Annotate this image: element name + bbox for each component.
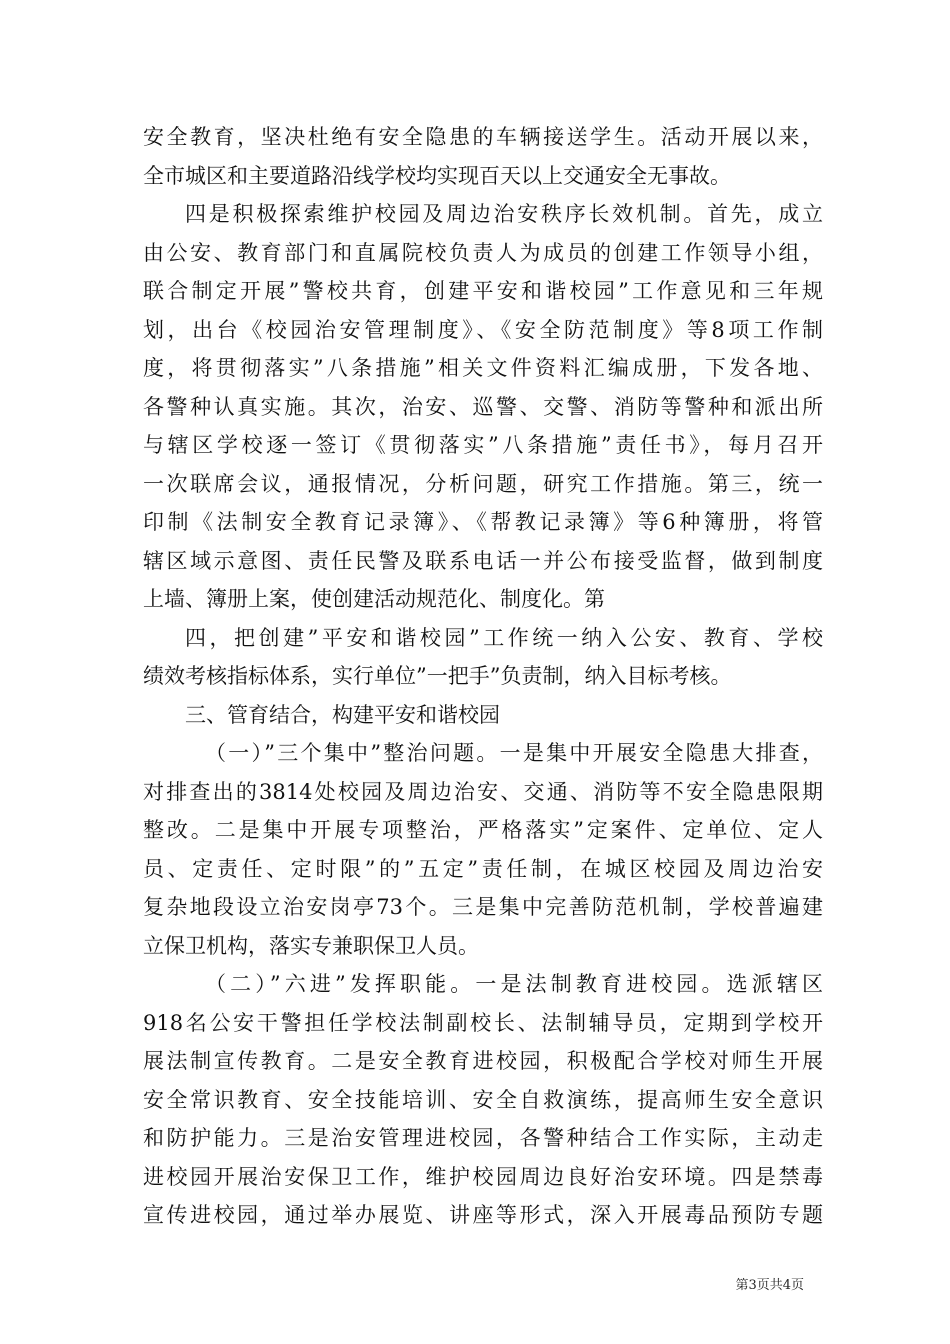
text-line: 度，将贯彻落实”八条措施”相关文件资料汇编成册，下发各地、 (143, 356, 823, 380)
text-line: 立保卫机构，落实专兼职保卫人员。 (143, 933, 479, 958)
text-line: 918名公安干警担任学校法制副校长、法制辅导员，定期到学校开 (143, 1010, 823, 1035)
text-line: 由公安、教育部门和直属院校负责人为成员的创建工作领导小组， (143, 240, 823, 265)
text-line: 四是积极探索维护校园及周边治安秩序长效机制。首先，成立 (185, 202, 823, 226)
text-line: 四，把创建”平安和谐校园”工作统一纳入公安、教育、学校 (185, 625, 823, 650)
text-line: 划，出台《校园治安管理制度》、《安全防范制度》等8项工作制 (143, 317, 823, 342)
text-line: 三、管育结合，构建平安和谐校园 (185, 702, 500, 727)
text-line: 安全教育，坚决杜绝有安全隐患的车辆接送学生。活动开展以来， (143, 125, 823, 149)
text-line: 宣传进校园，通过举办展览、讲座等形式，深入开展毒品预防专题 (143, 1203, 823, 1227)
text-line: 展法制宣传教育。二是安全教育进校园，积极配合学校对师生开展 (143, 1049, 823, 1073)
text-line: 与辖区学校逐一签订《贯彻落实”八条措施”责任书》，每月召开 (143, 433, 823, 457)
text-line: 各警种认真实施。其次，治安、巡警、交警、消防等警种和派出所 (143, 394, 823, 419)
text-line: 整改。二是集中开展专项整治，严格落实”定案件、定单位、定人 (143, 818, 823, 842)
text-line: 全市城区和主要道路沿线学校均实现百天以上交通安全无事故。 (143, 163, 731, 188)
text-line: 进校园开展治安保卫工作，维护校园周边良好治安环境。四是禁毒 (143, 1164, 823, 1189)
text-line: 上墙、簿册上案，使创建活动规范化、制度化。第 (143, 587, 605, 611)
text-line: 和防护能力。三是治安管理进校园，各警种结合工作实际，主动走 (143, 1126, 823, 1150)
text-line: 员、定责任、定时限”的”五定”责任制，在城区校园及周边治安 (143, 856, 823, 881)
text-line: 绩效考核指标体系，实行单位”一把手”负责制，纳入目标考核。 (143, 664, 732, 688)
text-line: 联合制定开展”警校共育，创建平安和谐校园”工作意见和三年规 (143, 279, 823, 303)
text-line: 辖区域示意图、责任民警及联系电话一并公布接受监督，做到制度 (143, 548, 823, 573)
text-line: 对排查出的3814处校园及周边治安、交通、消防等不安全隐患限期 (143, 779, 823, 804)
page-number: 第3页共4页 (735, 1278, 804, 1293)
text-line: （二）”六进”发挥职能。一是法制教育进校园。选派辖区 (205, 972, 823, 996)
text-line: 复杂地段设立治安岗亭73个。三是集中完善防范机制，学校普遍建 (143, 895, 823, 919)
text-line: （一）”三个集中”整治问题。一是集中开展安全隐患大排查， (205, 741, 823, 765)
text-line: 印制《法制安全教育记录簿》、《帮教记录簿》等6种簿册，将管 (143, 510, 823, 534)
text-line: 一次联席会议，通报情况，分析问题，研究工作措施。第三，统一 (143, 471, 823, 496)
document-body (143, 118, 823, 1235)
text-line: 安全常识教育、安全技能培训、安全自救演练，提高师生安全意识 (143, 1087, 823, 1112)
